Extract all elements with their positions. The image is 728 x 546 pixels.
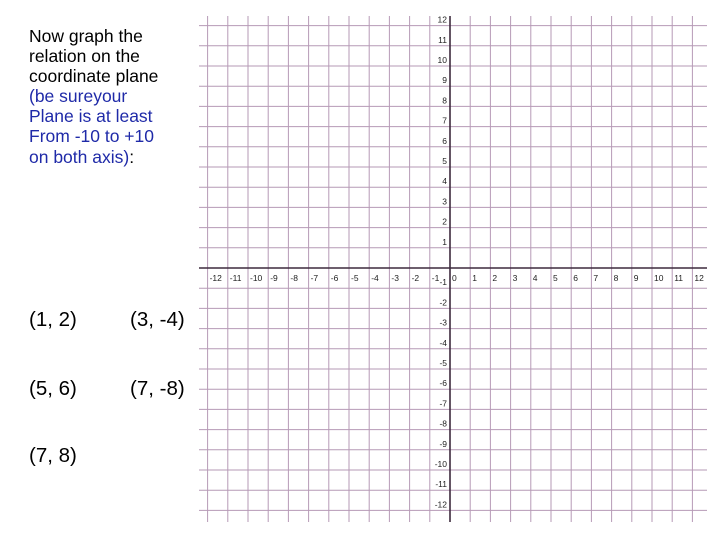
- point-3-label: (5, 6): [29, 377, 77, 400]
- x-tick-label: 8: [613, 273, 619, 283]
- y-tick-label: -11: [435, 479, 447, 490]
- instruction-line-5: Plane is at least: [29, 106, 153, 127]
- y-tick-label: -4: [439, 337, 447, 348]
- instruction-line-7: on both axis): [29, 146, 130, 167]
- y-tick-label: 9: [442, 75, 447, 86]
- x-tick-label: -9: [270, 273, 278, 283]
- y-tick-label: 2: [442, 216, 447, 227]
- x-tick-label: -8: [290, 273, 298, 283]
- point-1-label: (1, 2): [29, 308, 77, 331]
- axes: [199, 16, 707, 522]
- y-tick-label: -9: [439, 438, 447, 449]
- y-tick-label: 11: [438, 34, 447, 45]
- y-tick-label: 10: [437, 55, 447, 65]
- x-tick-label: -1: [431, 273, 440, 283]
- y-tick-label: 12: [437, 16, 447, 25]
- y-tick-label: -3: [439, 317, 447, 328]
- point-4-label: (7, -8): [130, 377, 185, 400]
- x-tick-label: 10: [654, 273, 664, 283]
- x-tick-label: 5: [553, 273, 558, 283]
- x-tick-label: 3: [512, 273, 518, 283]
- y-tick-label: -12: [434, 499, 447, 510]
- point-2-label: (3, -4): [130, 308, 185, 331]
- x-tick-label: 7: [593, 273, 599, 283]
- x-tick-label: -5: [351, 273, 359, 283]
- y-tick-label: -10: [434, 459, 447, 469]
- y-tick-label: 1: [442, 236, 447, 247]
- x-tick-label: 1: [472, 273, 477, 283]
- instruction-line-2: relation on the: [29, 46, 140, 67]
- x-tick-label: -11: [229, 273, 242, 283]
- y-tick-label: -5: [439, 358, 447, 368]
- x-tick-label: 12: [694, 273, 704, 283]
- x-tick-label: 2: [492, 273, 498, 283]
- x-tick-label: -10: [250, 273, 263, 283]
- y-tick-label: -7: [439, 398, 447, 409]
- y-tick-label: -8: [439, 418, 447, 429]
- y-tick-labels: [435, 16, 448, 509]
- instruction-line-4: (be sureyour: [29, 86, 128, 107]
- x-tick-label: -4: [371, 273, 379, 283]
- y-tick-label: -6: [439, 378, 447, 389]
- instruction-line-6: From -10 to +10: [29, 126, 154, 147]
- x-tick-label: 11: [674, 273, 684, 283]
- x-tick-label: -12: [209, 273, 222, 283]
- grid-lines: [199, 16, 707, 522]
- y-tick-label: 5: [442, 156, 447, 166]
- instructions-text: [29, 26, 204, 167]
- y-tick-label: -1: [439, 277, 447, 288]
- x-tick-labels: [210, 273, 705, 283]
- y-tick-label: 3: [442, 196, 447, 207]
- x-tick-label: 4: [532, 273, 538, 283]
- x-tick-label: -7: [310, 273, 319, 283]
- x-tick-label: 0: [452, 273, 457, 283]
- coordinate-plane: [199, 16, 707, 522]
- y-tick-label: 4: [442, 176, 447, 187]
- x-tick-label: 9: [633, 273, 639, 283]
- y-tick-label: 8: [442, 95, 447, 106]
- x-tick-label: 6: [573, 273, 578, 283]
- instruction-line-3: coordinate plane: [29, 66, 159, 87]
- x-tick-label: -3: [391, 273, 399, 283]
- y-tick-label: 7: [442, 115, 447, 126]
- x-tick-label: -6: [330, 273, 339, 283]
- instruction-colon: :: [129, 146, 135, 167]
- y-tick-label: 6: [442, 135, 447, 146]
- x-tick-label: -2: [411, 273, 420, 283]
- y-tick-label: -2: [439, 297, 447, 308]
- instruction-line-1: Now graph the: [29, 26, 143, 46]
- point-5-label: (7, 8): [29, 444, 77, 467]
